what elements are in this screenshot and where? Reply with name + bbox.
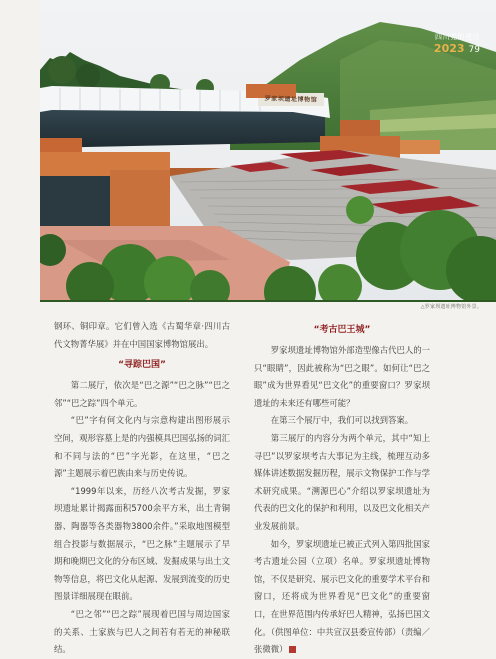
paragraph: 钢环、铜印章。它们曾入选《古蜀华章·四川古代文物菁华展》并在中国国家博物馆展出。 (54, 321, 230, 349)
paragraph (254, 536, 430, 659)
page-header (434, 33, 480, 57)
museum-photo (40, 0, 496, 302)
issue-year: 2023 (433, 42, 465, 55)
paragraph: “1999年以来，历经八次考古发掘，罗家坝遗址累计揭露面积5700余平方米，出土青铜器、陶器等各类器物3800余件。”采取地图模型组合投影与数据展示，“巴之脉”主题展示了早期和晚期巴文化的分布区域、发掘成果与出土文物等信息，将巴文化从起源、发展到流变的历史图景详细展现在眼前。 (54, 485, 230, 602)
section-heading: “考古巴王城” (313, 325, 371, 335)
paragraph-text: 如今，罗家坝遗址已被正式列入第四批国家考古遗址公园（立项）名单。罗家坝遗址博物馆，不仅是研究、展示巴文化的重要学术平台和窗口，还将成为世界看见“巴文化”的重要窗口，在世界范围内传承好巴人精神，弘扬巴国文化。（供图单位：中共宣汉县委宣传部）（责编／张微微） (254, 538, 430, 655)
magazine-name: 四川党的建设 (435, 33, 480, 41)
paragraph: 第二展厅，依次是“巴之源”“巴之脉”“巴之邻”“巴之踪”四个单元。 (54, 380, 230, 408)
paragraph: “巴之邻”“巴之踪”展现着巴国与周边国家的关系、土家族与巴人之间若有若无的神秘联结。 (54, 608, 230, 655)
paragraph: 在第三个展厅中，我们可以找到答案。 (270, 415, 414, 426)
section-heading: “寻踪巴国” (118, 360, 166, 371)
article-column-right (254, 318, 430, 659)
paragraph: 罗家坝遗址博物馆外部造型像古代巴人的一只“眼睛”，因此被称为“巴之眼”。如何让“巴之眼”成为世界看见“巴文化”的重要窗口？罗家坝遗址的未来还有哪些可能？ (254, 345, 430, 408)
photo-caption: △罗家坝遗址博物馆外景。 (420, 304, 482, 310)
museum-sign: 罗家坝遗址博物馆 (264, 95, 318, 104)
paragraph: “巴”字有何文化内与宗意构建出图形展示空间，观形容墓上是的内强模具巴国弘扬的词汇和不同与法的“巴”字光影，在这里，“巴之源”主题展示着巴族由来与历史传说。 (54, 415, 230, 479)
issue-line (434, 42, 480, 57)
paragraph: 第三展厅的内容分为两个单元，其中“知上寻巴”以罗家坝考古大事记为主线，梳理互动多媒体讲述数据发掘历程，展示文物保护工作与学术研究成果。“溯源巴心”介绍以罗家坝遗址为代表的巴文化的保护和利用，以及巴文化相关产业发展前景。 (254, 432, 430, 531)
page-number: 79 (468, 45, 480, 55)
article-column-left (54, 318, 230, 659)
end-mark-icon (289, 646, 296, 653)
